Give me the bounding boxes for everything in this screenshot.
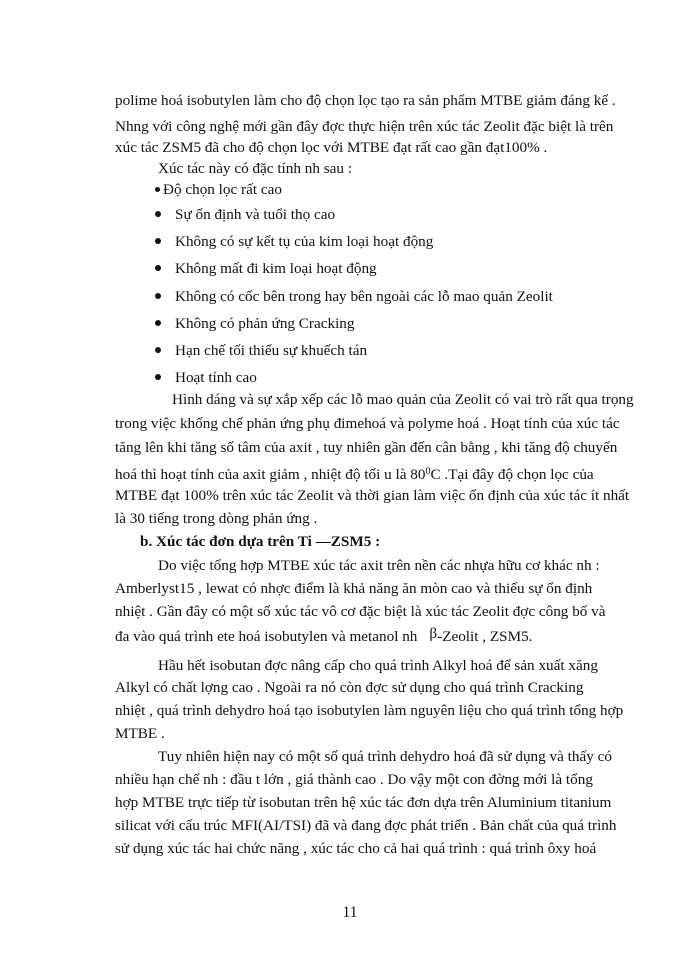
temperature-superscript: 0 [425, 466, 431, 477]
list-item-label: Không có cốc bên trong hay bên ngoài các lỗ mao quản Zeolit [175, 288, 553, 305]
text-line-temperature [115, 461, 594, 485]
list-item-label: Không mất đi kim loại hoạt động [175, 260, 377, 277]
text-segment: -Zeolit , ZSM5. [437, 628, 533, 645]
bullet-icon [155, 374, 161, 380]
bullet-icon [155, 211, 161, 217]
text-line: Hình dáng và sự xắp xếp các lỗ mao quản của Zeolit có vai trò rất qua trọng [172, 391, 634, 408]
list-item-label: Sự ổn định và tuổi thọ cao [175, 206, 336, 223]
text-line: trong việc khống chế phản ứng phụ đimehoá và polyme hoá . Hoạt tính của xúc tác [115, 415, 620, 432]
bullet-icon [155, 238, 161, 244]
text-line: hợp MTBE trực tiếp từ isobutan trên hệ xúc tác đơn dựa trên Aluminium titanium [115, 794, 612, 811]
text-line: Amberlyst15 , lewat có nhợc điểm là khả năng ăn mòn cao và thiếu sự ổn định [115, 580, 593, 597]
bullet-icon [155, 320, 161, 326]
section-heading: b. Xúc tác đơn dựa trên Ti —ZSM5 : [140, 533, 381, 550]
bullet-icon [155, 293, 161, 299]
text-line: Hầu hết isobutan đợc nâng cấp cho quá trình Alkyl hoá để sản xuất xăng [158, 657, 598, 674]
text-line: Do việc tổng hợp MTBE xúc tác axit trên nền các nhựa hữu cơ khác nh : [158, 557, 600, 574]
text-segment: hoá thì hoạt tính của axit giảm , nhiệt độ tối u là 80 [115, 466, 426, 484]
text-line: silicat với cấu trúc MFI(AI/TSI) đã và đang đợc phát triển . Bản chất của quá trình [115, 817, 617, 834]
page-number: 11 [342, 904, 358, 921]
text-line: polime hoá isobutylen làm cho độ chọn lọc tạo ra sản phẩm MTBE giảm đáng kể . [115, 92, 616, 109]
text-line: Nhng với công nghệ mới gần đây đợc thực hiện trên xúc tác Zeolit đặc biệt là trên [115, 118, 614, 135]
bullet-icon [155, 265, 161, 271]
text-line: MTBE đạt 100% trên xúc tác Zeolit và thời gian làm việc ổn định của xúc tác ít nhất [115, 487, 630, 504]
text-line: là 30 tiếng trong dòng phản ứng . [115, 510, 318, 527]
text-line: Alkyl có chất lợng cao . Ngoài ra nó còn đợc sử dụng cho quá trình Cracking [115, 679, 584, 696]
text-line-beta [115, 627, 532, 647]
text-line: nhiệt , quá trình dehydro hoá tạo isobutylen làm nguyên liệu cho quá trình tổng hợp [115, 702, 624, 719]
text-line: xúc tác ZSM5 đã cho độ chọn lọc với MTBE đạt rất cao gần đạt100% . [115, 139, 548, 156]
beta-symbol: β [429, 625, 438, 642]
text-segment: C .Tại đây độ chọn lọc của [430, 466, 594, 484]
text-line: tăng lên khi tăng số tâm của axit , tuy nhiên gần đến cân bằng , khi tăng độ chuyển [115, 439, 618, 456]
bullet-icon [155, 347, 161, 353]
list-item-label: Không có phản ứng Cracking [175, 315, 355, 332]
text-line: Tuy nhiên hiện nay có một số quá trình dehydro hoá đã sử dụng và thấy có [158, 748, 612, 765]
text-segment: đa vào quá trình ete hoá isobutylen và metanol nh [115, 628, 418, 645]
list-item-label: Hoạt tính cao [175, 369, 257, 386]
text-line: sử dụng xúc tác hai chức năng , xúc tác cho cả hai quá trình : quá trình ôxy hoá [115, 840, 597, 857]
list-item-label: Không có sự kết tụ của kim loại hoạt động [175, 233, 434, 250]
list-item-label: Độ chọn lọc rất cao [163, 181, 282, 198]
text-line: MTBE . [115, 725, 165, 742]
list-item-label: Hạn chế tối thiểu sự khuếch tán [175, 342, 368, 359]
list-heading: Xúc tác này có đặc tính nh sau : [158, 160, 352, 177]
text-line: nhiệt . Gần đây có một số xúc tác vô cơ đặc biệt là xúc tác Zeolit đợc công bố và [115, 603, 606, 620]
bullet-icon [155, 187, 160, 192]
text-line: nhiều hạn chế nh : đầu t lớn , giá thành cao . Do vậy một con đờng mới là tổng [115, 771, 593, 788]
